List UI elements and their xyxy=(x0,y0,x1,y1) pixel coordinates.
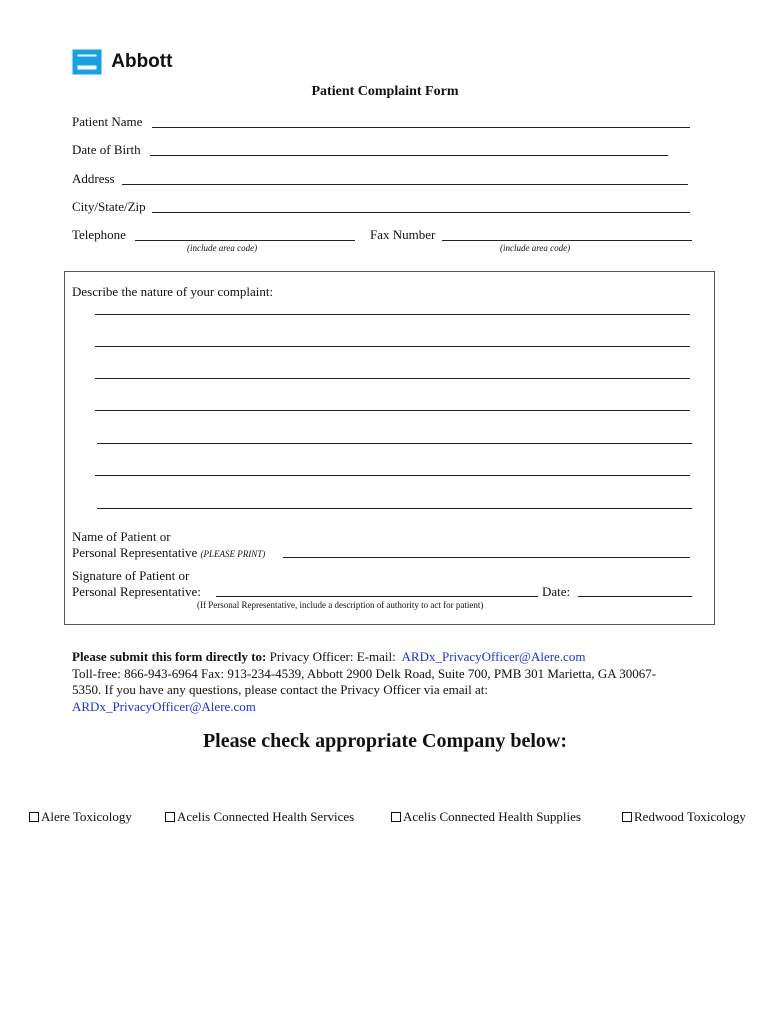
city-field[interactable] xyxy=(152,212,690,213)
fax-hint: (include area code) xyxy=(500,243,571,253)
submit-heading: Please submit this form directly to: xyxy=(72,649,267,664)
company-option-alere-toxicology[interactable] xyxy=(29,809,132,825)
complaint-line[interactable] xyxy=(95,346,690,347)
telephone-hint: (include area code) xyxy=(187,243,258,253)
company-option-redwood-toxicology[interactable] xyxy=(622,809,746,825)
company-label: Redwood Toxicology xyxy=(634,809,746,824)
signature-field[interactable] xyxy=(216,596,538,597)
checkbox[interactable] xyxy=(622,812,632,822)
complaint-line[interactable] xyxy=(97,443,692,444)
checkbox[interactable] xyxy=(391,812,401,822)
complaint-line[interactable] xyxy=(95,378,690,379)
signature-label-2: Personal Representative: xyxy=(72,584,201,599)
complaint-line[interactable] xyxy=(95,314,690,315)
address-label: Address xyxy=(72,171,115,186)
signature-note: (If Personal Representative, include a description of authority to act for patient) xyxy=(197,600,484,610)
checkbox[interactable] xyxy=(29,812,39,822)
signature-label-1: Signature of Patient or xyxy=(72,568,190,583)
question-line: 5350. If you have any questions, please contact the Privacy Officer via email at: xyxy=(72,682,488,697)
email-link-2[interactable]: ARDx_PrivacyOfficer@Alere.com xyxy=(72,698,256,714)
company-label: Alere Toxicology xyxy=(41,809,132,824)
name-rep-label-2 xyxy=(72,545,265,561)
company-label: Acelis Connected Health Supplies xyxy=(403,809,581,824)
fax-label: Fax Number xyxy=(370,227,436,242)
company-heading: Please check appropriate Company below: xyxy=(202,730,568,752)
page-title: Patient Complaint Form xyxy=(311,84,459,99)
dob-field[interactable] xyxy=(150,155,668,156)
complaint-line[interactable] xyxy=(95,475,690,476)
please-print-hint: (PLEASE PRINT) xyxy=(200,549,266,559)
fax-field[interactable] xyxy=(442,240,692,241)
complaint-line[interactable] xyxy=(97,508,692,509)
dob-label: Date of Birth xyxy=(72,142,141,157)
submit-text: Privacy Officer: E-mail: xyxy=(266,649,402,664)
contact-line: Toll-free: 866-943-6964 Fax: 913-234-4539, Abbott 2900 Delk Road, Suite 700, PMB 301 Marietta, GA 30067- xyxy=(72,665,657,681)
telephone-field[interactable] xyxy=(135,240,355,241)
company-option-acelis-supplies[interactable] xyxy=(391,809,581,825)
date-field[interactable] xyxy=(578,596,692,597)
telephone-label: Telephone xyxy=(72,227,126,242)
name-rep-text: Personal Representative xyxy=(72,545,198,560)
abbott-logo: Abbott xyxy=(72,48,172,76)
patient-name-field[interactable] xyxy=(152,127,690,128)
checkbox[interactable] xyxy=(165,812,175,822)
name-rep-label-1: Name of Patient or xyxy=(72,529,171,544)
complaint-label: Describe the nature of your complaint: xyxy=(72,284,274,299)
patient-name-label: Patient Name xyxy=(72,114,143,129)
abbott-logo-icon xyxy=(72,48,106,76)
date-label: Date: xyxy=(542,584,571,599)
complaint-line[interactable] xyxy=(95,410,690,411)
company-label: Acelis Connected Health Services xyxy=(177,809,355,824)
email-link[interactable]: ARDx_PrivacyOfficer@Alere.com xyxy=(401,649,586,664)
city-label: City/State/Zip xyxy=(72,199,146,214)
submit-instructions xyxy=(72,649,656,715)
company-option-acelis-services[interactable] xyxy=(165,809,354,825)
address-field[interactable] xyxy=(122,184,688,185)
name-rep-field[interactable] xyxy=(283,557,690,558)
